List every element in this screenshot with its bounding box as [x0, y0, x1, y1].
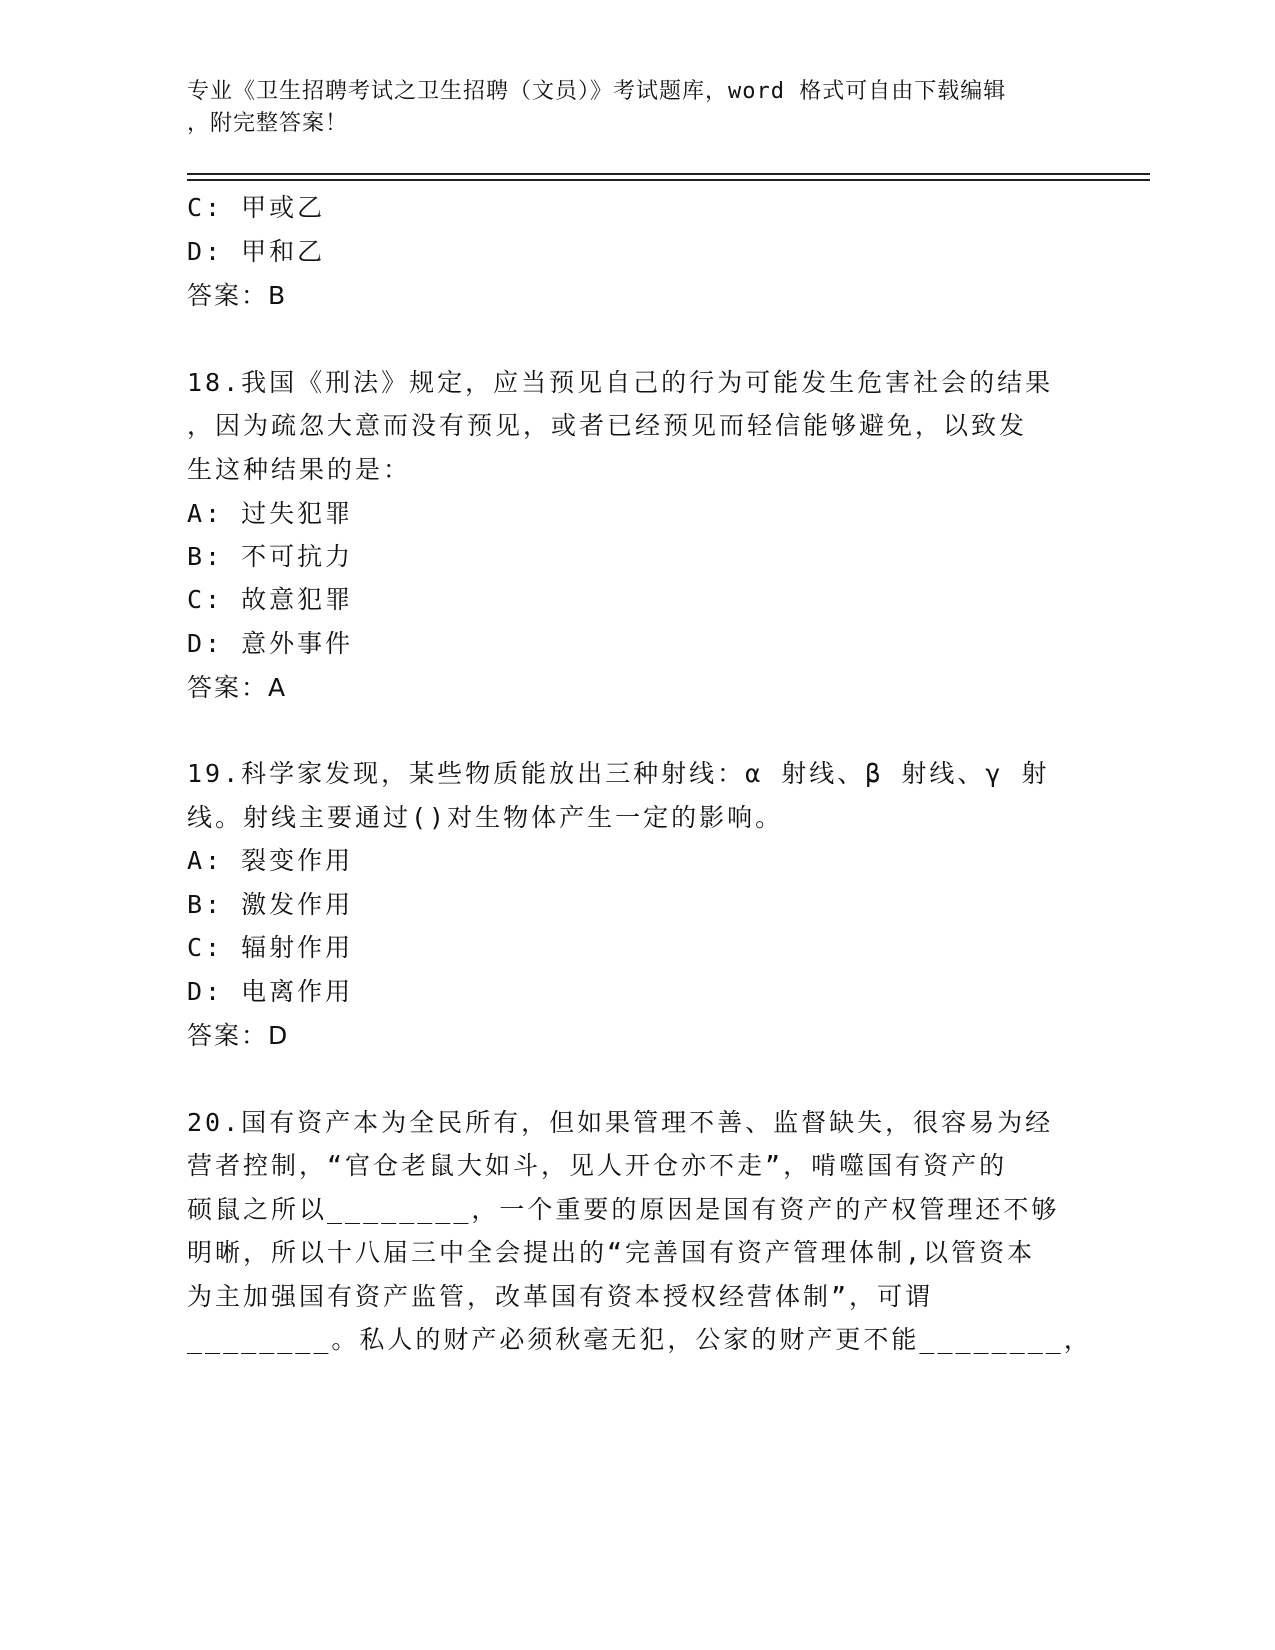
q20-stem-line-1: 20.国有资产本为全民所有，但如果管理不善、监督缺失，很容易为经: [187, 1108, 1054, 1137]
q17-option-d: D: 甲和乙: [187, 237, 326, 266]
q17-answer: 答案：B: [187, 281, 288, 310]
header-text-line-1: 专业《卫生招聘考试之卫生招聘（文员）》考试题库，word 格式可自由下载编辑: [187, 79, 1007, 104]
q18-option-d: D: 意外事件: [187, 629, 354, 658]
header-rule-bottom: [187, 179, 1150, 181]
q19-stem-line-1: 19.科学家发现，某些物质能放出三种射线：α 射线、β 射线、γ 射: [187, 759, 1050, 788]
q18-stem-line-3: 生这种结果的是：: [187, 455, 412, 484]
q18-option-b: B: 不可抗力: [187, 542, 354, 571]
q17-option-c: C: 甲或乙: [187, 193, 326, 222]
q19-option-d: D: 电离作用: [187, 977, 354, 1006]
q18-option-c: C: 故意犯罪: [187, 585, 354, 614]
header-text-line-2: ，附完整答案！: [187, 111, 349, 136]
q18-stem-line-2: ，因为疏忽大意而没有预见，或者已经预见而轻信能够避免，以致发: [187, 411, 1028, 440]
q19-answer: 答案：D: [187, 1021, 290, 1050]
q18-answer: 答案：A: [187, 673, 288, 702]
q20-stem-line-4: 明晰，所以十八届三中全会提出的“完善国有资产管理体制,以管资本: [187, 1238, 1036, 1267]
q18-option-a: A: 过失犯罪: [187, 499, 354, 528]
q19-stem-line-2: 线。射线主要通过()对生物体产生一定的影响。: [187, 803, 784, 832]
q20-stem-line-2: 营者控制，“官仓老鼠大如斗，见人开仓亦不走”，啃噬国有资产的: [187, 1151, 1008, 1180]
q19-option-a: A: 裂变作用: [187, 846, 354, 875]
q19-option-c: C: 辐射作用: [187, 933, 354, 962]
q19-option-b: B: 激发作用: [187, 890, 354, 919]
q18-stem-line-1: 18.我国《刑法》规定，应当预见自己的行为可能发生危害社会的结果: [187, 368, 1054, 397]
q20-stem-line-5: 为主加强国有资产监管，改革国有资本授权经营体制”，可谓: [187, 1282, 934, 1311]
q20-stem-line-3: 硕鼠之所以________，一个重要的原因是国有资产的产权管理还不够: [187, 1195, 1060, 1224]
header-rule-top: [187, 173, 1150, 175]
q20-stem-line-6: ________。私人的财产必须秋毫无犯，公家的财产更不能________，: [187, 1325, 1092, 1354]
